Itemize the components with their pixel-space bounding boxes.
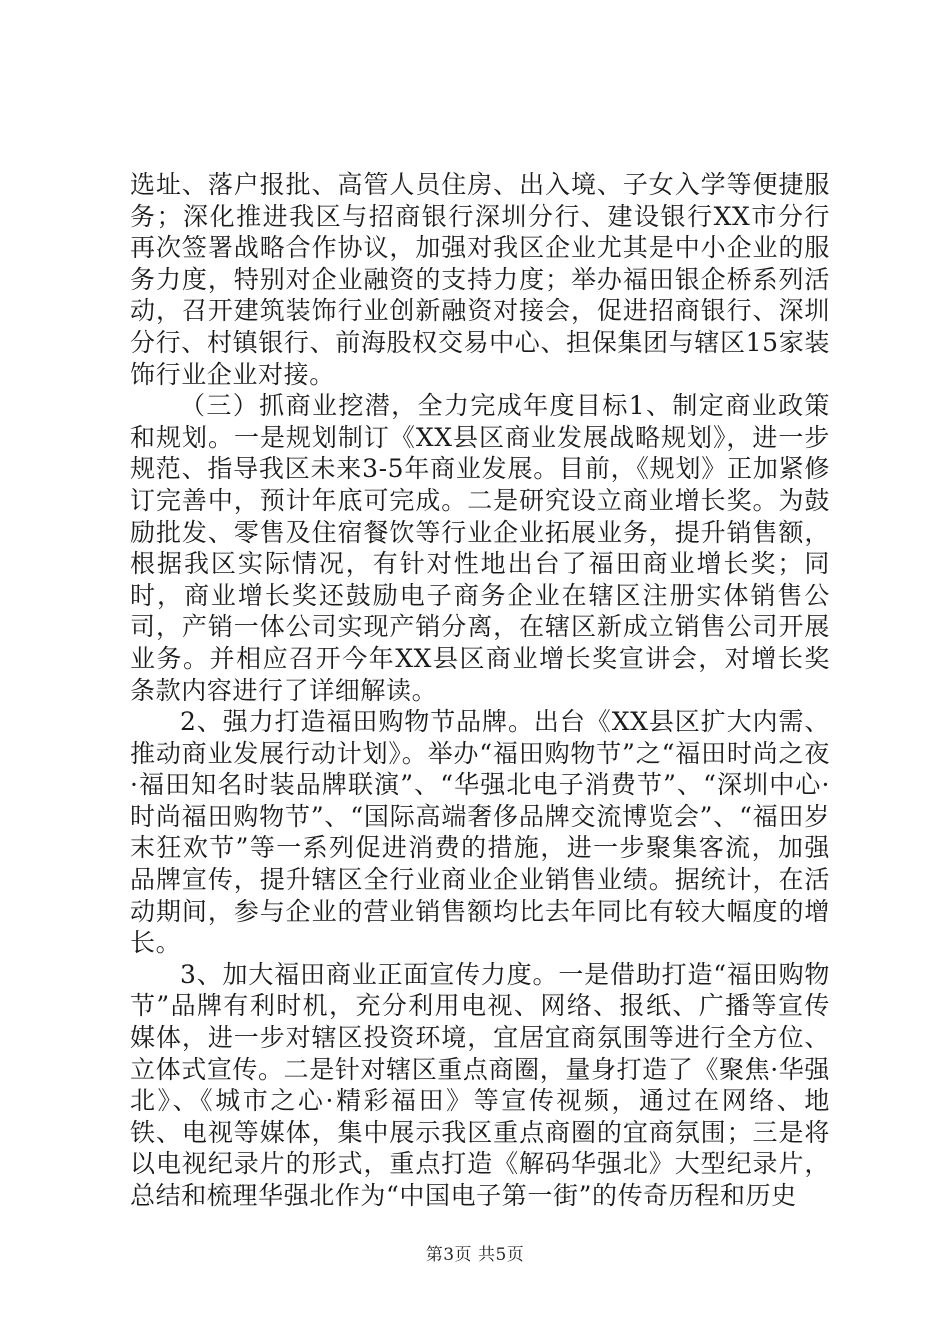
page-number-footer: 第3页 共5页 <box>425 1245 525 1265</box>
document-body <box>130 169 830 1212</box>
paragraph-commerce-policy: （三）抓商业挖潜，全力完成年度目标1、制定商业政策和规划。一是规划制订《XX县区商业发展战略规划》，进一步规范、指导我区未来3-5年商业发展。目前，《规划》正加紧修订完善中，预计年底可完成。二是研究设立商业增长奖。为鼓励批发、零售及住宿餐饮等行业企业拓展业务，提升销售额，根据我区实际情况，有针对性地出台了福田商业增长奖；同时，商业增长奖还鼓励电子商务企业在辖区注册实体销售公司，产销一体公司实现产销分离，在辖区新成立销售公司开展业务。并相应召开今年XX县区商业增长奖宣讲会，对增长奖条款内容进行了详细解读。 <box>130 391 830 705</box>
paragraph-publicity: 3、加大福田商业正面宣传力度。一是借助打造“福田购物节”品牌有利时机，充分利用电视、网络、报纸、广播等宣传媒体，进一步对辖区投资环境，宜居宜商氛围等进行全方位、立体式宣传。二是针对辖区重点商圈，量身打造了《聚焦·华强北》、《城市之心·精彩福田》等宣传视频，通过在网络、地铁、电视等媒体，集中展示我区重点商圈的宜商氛围；三是将以电视纪录片的形式，重点打造《解码华强北》大型纪录片，总结和梳理华强北作为“中国电子第一街”的传奇历程和历史 <box>130 959 830 1210</box>
paragraph-shopping-festival: 2、强力打造福田购物节品牌。出台《XX县区扩大内需、推动商业发展行动计划》。举办“福田购物节”之“福田时尚之夜·福田知名时装品牌联演”、“华强北电子消费节”、“深圳中心·时尚福田购物节”、“国际高端奢侈品牌交流博览会”、“福田岁末狂欢节”等一系列促进消费的措施，进一步聚集客流，加强品牌宣传，提升辖区全行业商业企业销售业绩。据统计，在活动期间，参与企业的营业销售额均比去年同比有较大幅度的增长。 <box>130 707 830 958</box>
paragraph-continuation: 选址、落户报批、高管人员住房、出入境、子女入学等便捷服务；深化推进我区与招商银行深圳分行、建设银行XX市分行再次签署战略合作协议，加强对我区企业尤其是中小企业的服务力度，特别对企业融资的支持力度；举办福田银企桥系列活动，召开建筑装饰行业创新融资对接会，促进招商银行、深圳分行、村镇银行、前海股权交易中心、担保集团与辖区15家装饰行业企业对接。 <box>130 170 830 389</box>
